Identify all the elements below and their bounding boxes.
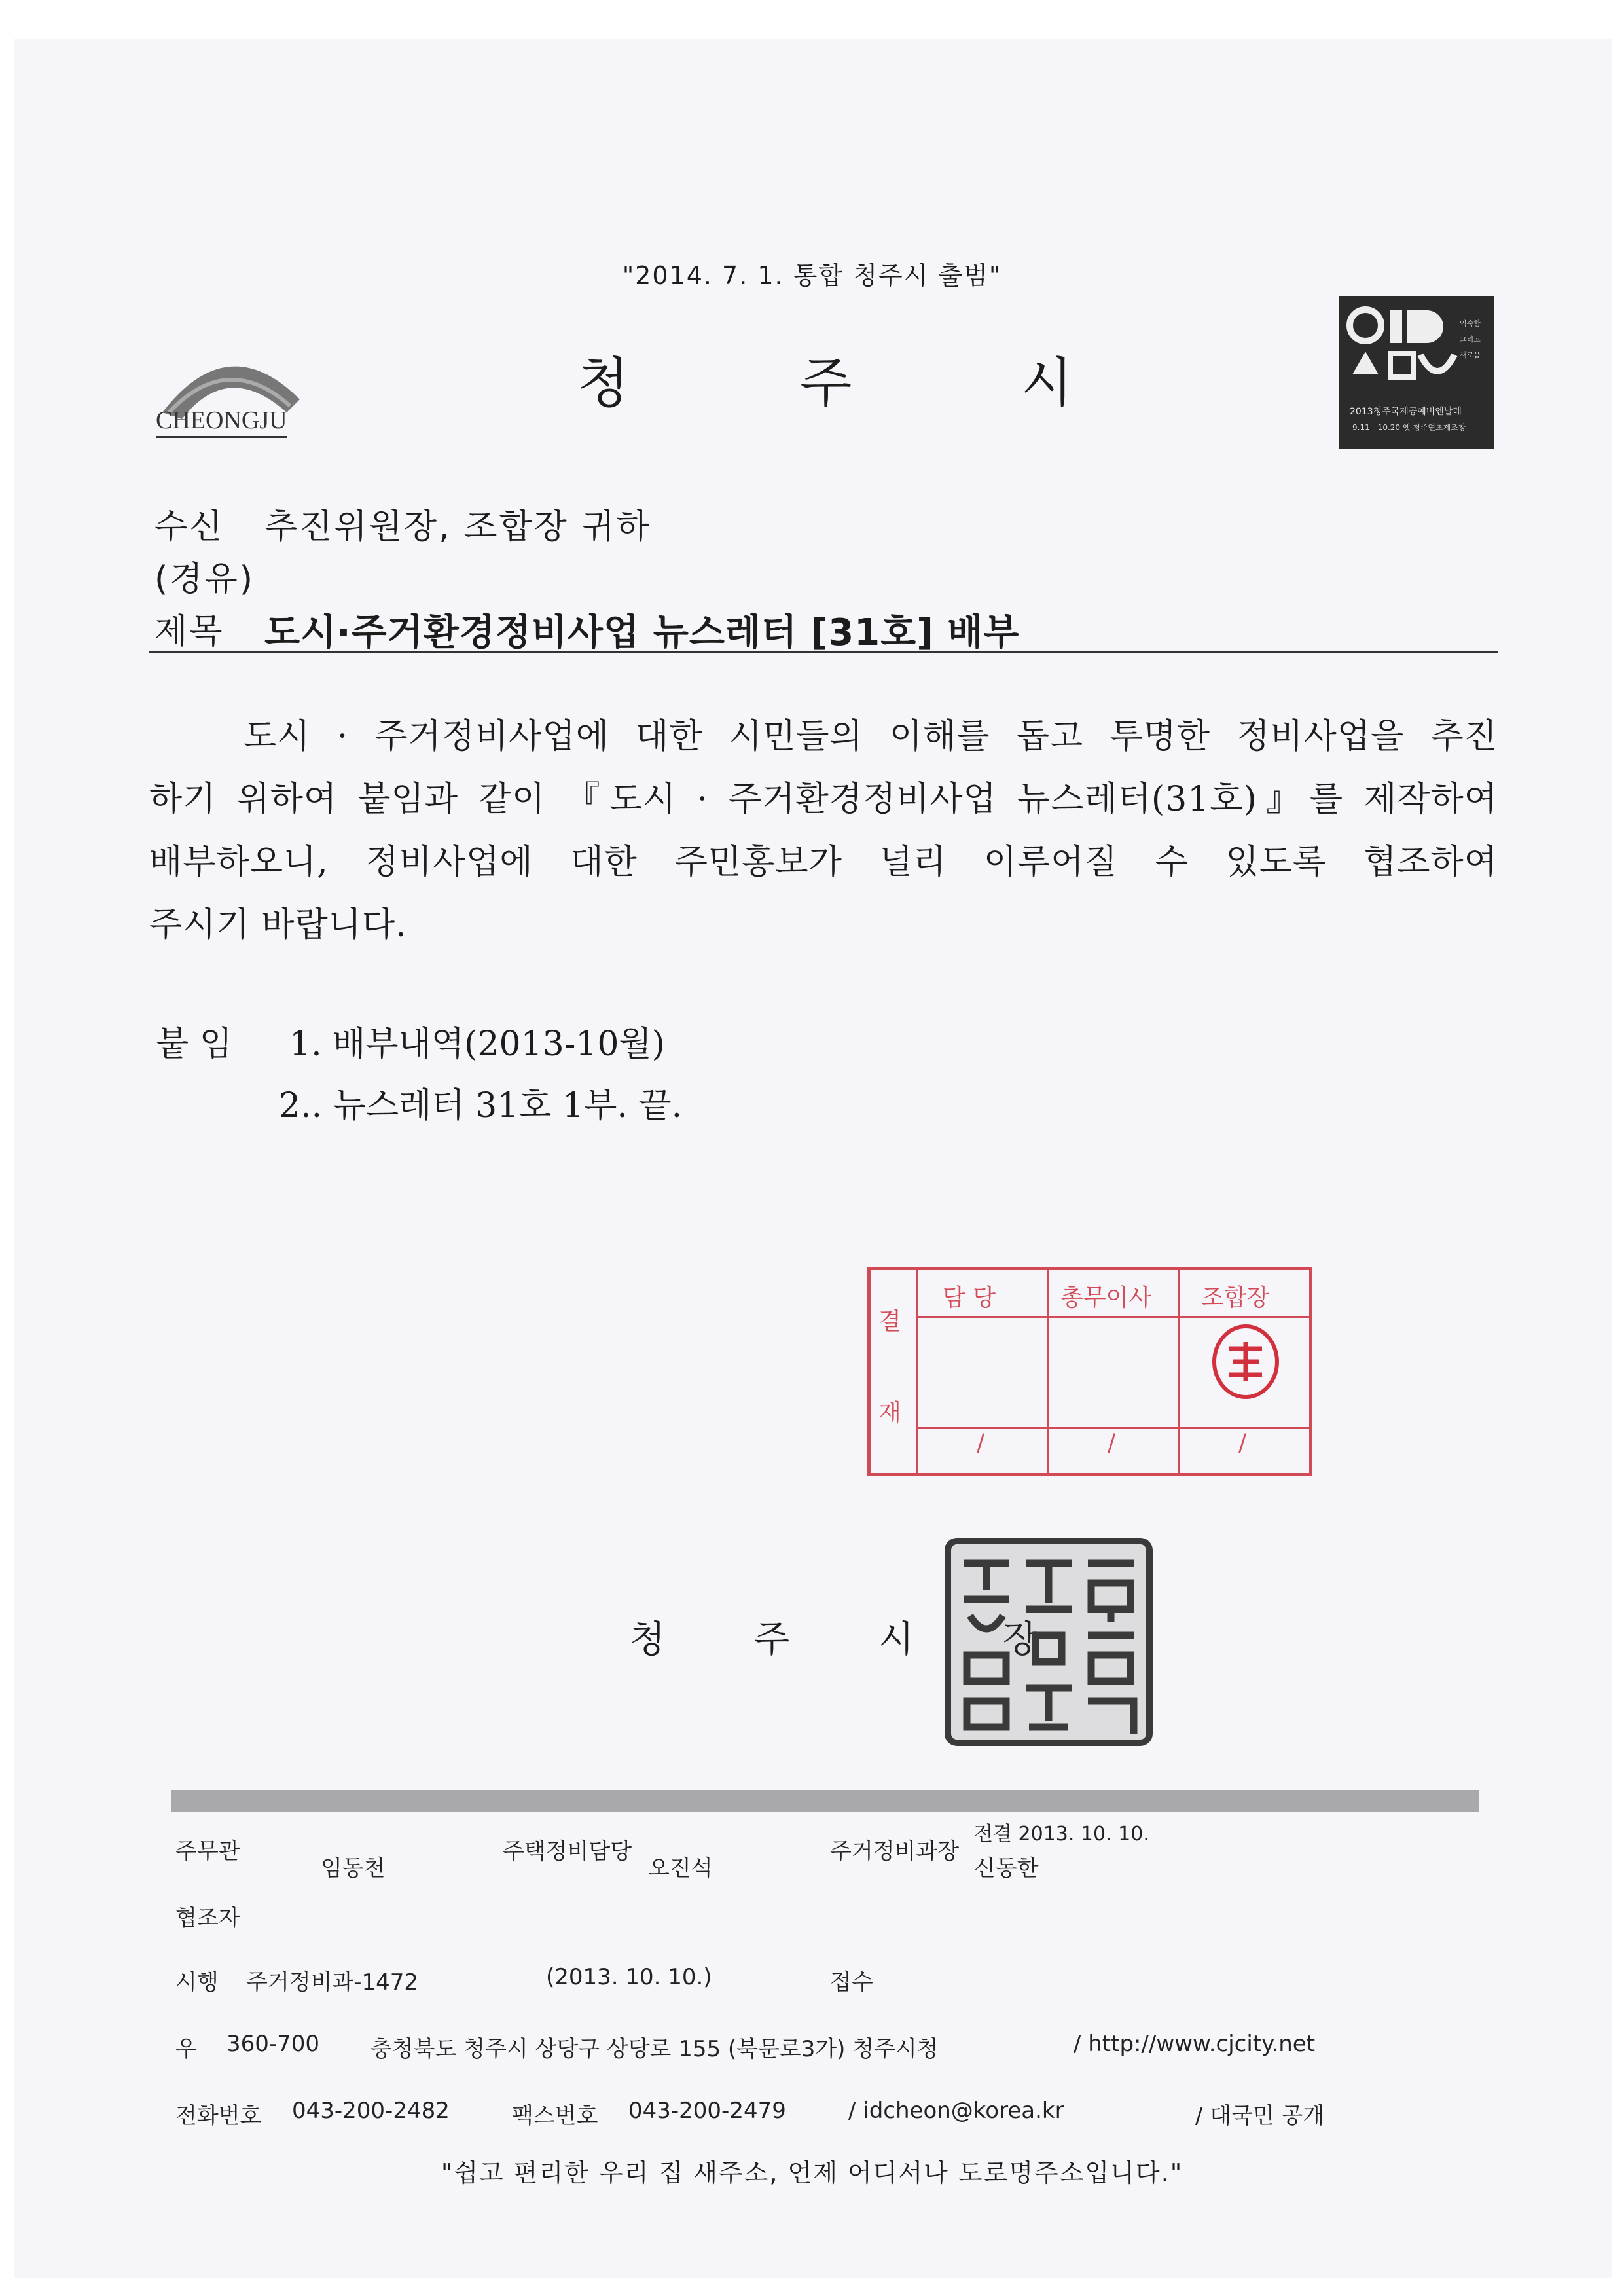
enforce-label: 시행 bbox=[175, 1969, 219, 1995]
recipient-label: 수신 bbox=[154, 507, 225, 547]
biennale-graphic-icon bbox=[1339, 296, 1494, 401]
biennale-side-text: 그리고 bbox=[1460, 335, 1481, 344]
officer-name: 임동천 bbox=[321, 1855, 386, 1882]
approval-column-header: 총무이사 bbox=[1060, 1285, 1152, 1311]
chief-name: 신동한 bbox=[974, 1855, 1039, 1882]
subject-title: 도시·주거환경정비사업 뉴스레터 [31호] 배부 bbox=[264, 611, 1020, 654]
subject-label: 제목 bbox=[154, 612, 225, 651]
biennale-title: 2013청주국제공예비엔날레 bbox=[1350, 407, 1462, 417]
housing-team-name: 오진석 bbox=[648, 1855, 713, 1882]
signature-char: 시 bbox=[878, 1618, 914, 1661]
closing-slogan: "쉽고 편리한 우리 집 새주소, 언제 어디서나 도로명주소입니다." bbox=[441, 2159, 1183, 2187]
approval-column-header: 담 당 bbox=[943, 1285, 996, 1311]
website-link[interactable]: / http://www.cjcity.net bbox=[1074, 2031, 1316, 2057]
chairman-seal-icon bbox=[1210, 1322, 1282, 1401]
cooperator-label: 협조자 bbox=[175, 1905, 240, 1931]
signature-char: 청 bbox=[630, 1618, 666, 1661]
postal-code: 360-700 bbox=[226, 2031, 320, 2057]
biennale-side-text: 익숙함 bbox=[1460, 319, 1481, 328]
body-line: 하기 위하여 붙임과 같이 『도시 · 주거환경정비사업 뉴스레터(31호)』를 제작하여 bbox=[149, 780, 1498, 819]
biennale-dates: 9.11 - 10.20 옛 청주연초제조창 bbox=[1352, 423, 1466, 432]
postal-prefix: 우 bbox=[175, 2036, 197, 2062]
phone-label: 전화번호 bbox=[175, 2103, 262, 2129]
address: 충청북도 청주시 상당구 상당로 155 (북문로3가) 청주시청 bbox=[370, 2036, 939, 2062]
body-line: 주시기 바랍니다. bbox=[149, 905, 407, 945]
org-name-char: 시 bbox=[1021, 352, 1074, 414]
fax-number: 043-200-2479 bbox=[628, 2098, 786, 2124]
via-label: (경유) bbox=[154, 560, 255, 599]
subject-divider bbox=[149, 651, 1498, 653]
body-line: 배부하오니, 정비사업에 대한 주민홍보가 널리 이루어질 수 있도록 협조하여 bbox=[149, 843, 1498, 882]
recipient-value: 추진위원장, 조합장 귀하 bbox=[264, 507, 651, 547]
approval-side-label: 재 bbox=[878, 1400, 901, 1427]
body-line: 도시 · 주거정비사업에 대한 시민들의 이해를 돕고 투명한 정비사업을 추진 bbox=[244, 717, 1498, 756]
org-name-char: 청 bbox=[577, 352, 630, 414]
attachment-item: 1. 배부내역(2013-10월) bbox=[289, 1025, 665, 1064]
housing-team-label: 주택정비담당 bbox=[503, 1838, 632, 1865]
org-name-char: 주 bbox=[800, 352, 852, 414]
signature-char: 주 bbox=[754, 1618, 790, 1661]
approval-stamp: 결 재 담 당 총무이사 조합장 / / / bbox=[867, 1267, 1312, 1476]
city-logo-text: CHEONGJU bbox=[156, 406, 287, 438]
biennale-side-text: 새로움 bbox=[1460, 351, 1481, 359]
attachment-label: 붙 임 bbox=[156, 1025, 232, 1064]
fax-label: 팩스번호 bbox=[512, 2103, 598, 2129]
slogan-text: "2014. 7. 1. 통합 청주시 출범" bbox=[622, 261, 1002, 290]
approval-column-header: 조합장 bbox=[1201, 1285, 1270, 1311]
receipt-label: 접수 bbox=[830, 1969, 873, 1995]
phone-number: 043-200-2482 bbox=[292, 2098, 450, 2124]
enforce-date: (2013. 10. 10.) bbox=[546, 1964, 712, 1990]
mayor-official-seal-icon bbox=[944, 1537, 1153, 1747]
approval-side-label: 결 bbox=[878, 1308, 901, 1335]
attachment-item: 2.. 뉴스레터 31호 1부. 끝. bbox=[279, 1086, 683, 1125]
approval-note: 전결 2013. 10. 10. bbox=[974, 1823, 1149, 1846]
chief-label: 주거정비과장 bbox=[830, 1838, 960, 1865]
footer-divider bbox=[171, 1790, 1479, 1812]
enforce-number: 주거정비과-1472 bbox=[246, 1969, 419, 1995]
officer-label: 주무관 bbox=[175, 1838, 240, 1865]
email-link[interactable]: / idcheon@korea.kr bbox=[848, 2098, 1064, 2124]
disclosure-status: / 대국민 공개 bbox=[1195, 2103, 1325, 2129]
